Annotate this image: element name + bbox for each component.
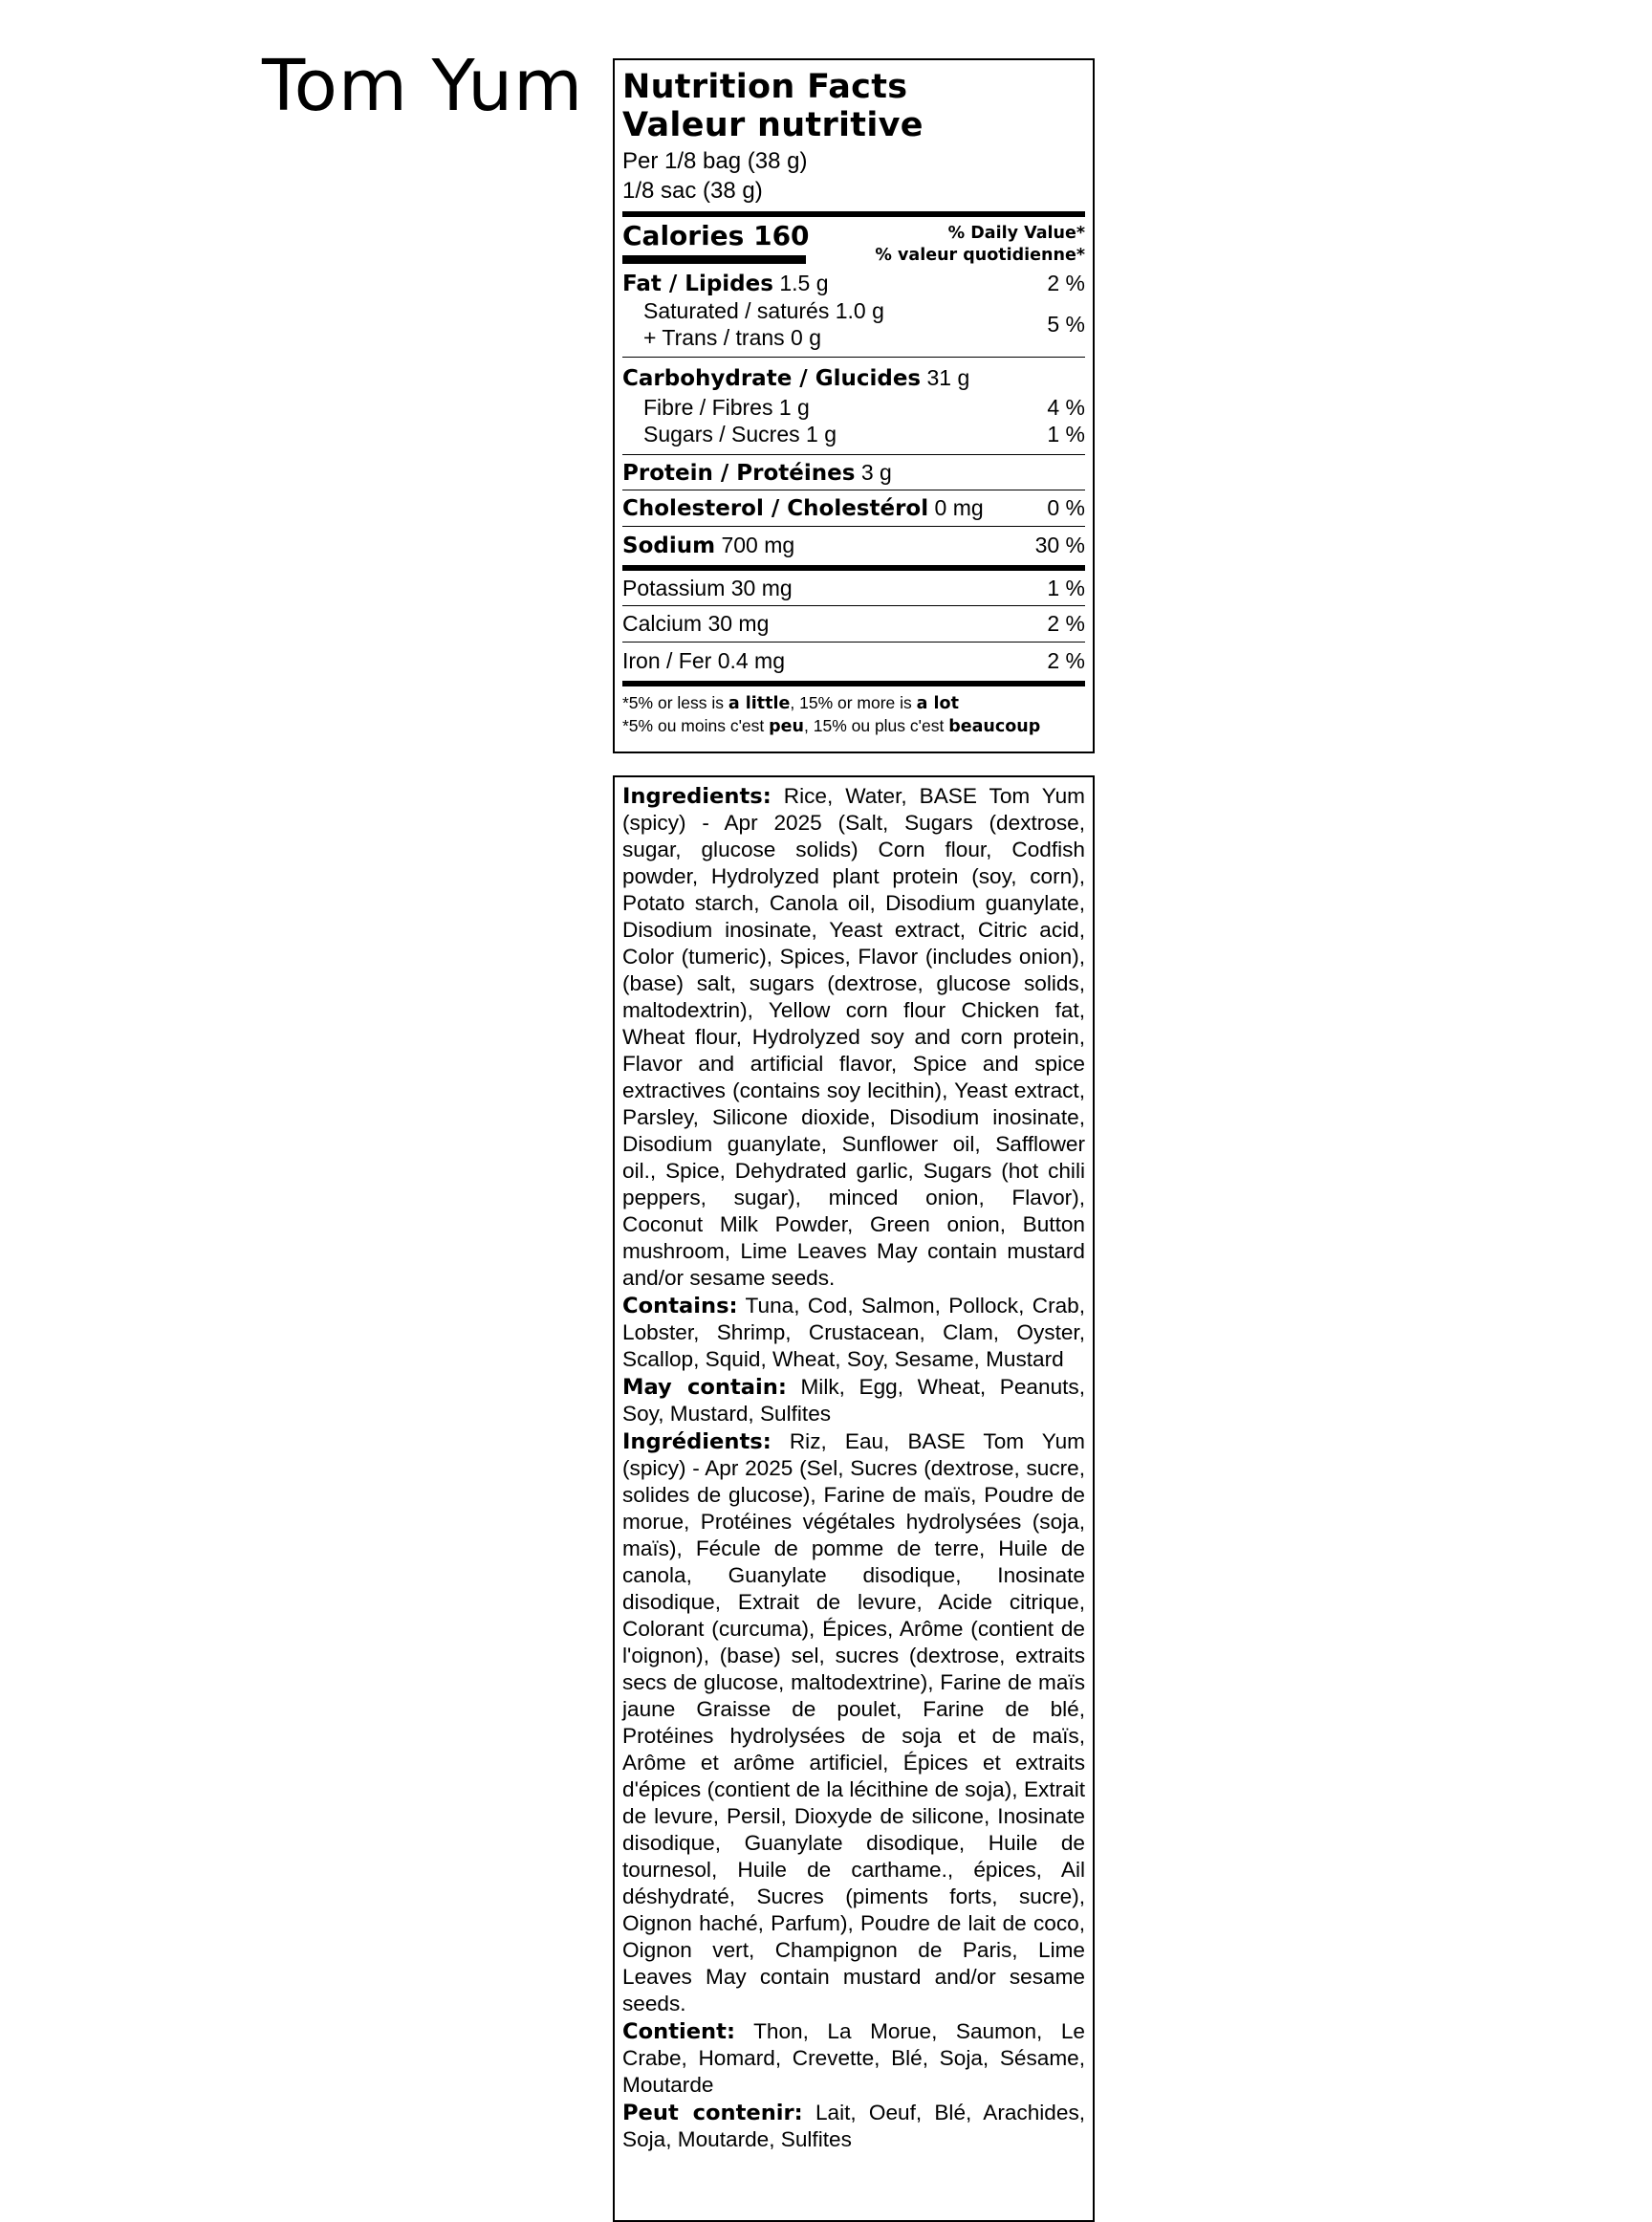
cholesterol-dv: 0 % bbox=[1047, 495, 1085, 520]
daily-value-heading-fr: % valeur quotidienne* bbox=[875, 246, 1085, 265]
fibre-dv: 4 % bbox=[1047, 394, 1085, 420]
calcium-label: Calcium 30 mg bbox=[622, 611, 770, 636]
may-contain-en: May contain: Milk, Egg, Wheat, Peanuts, Soy, Mustard, Sulfites bbox=[622, 1375, 1085, 1426]
may-contain-fr: Peut contenir: Lait, Oeuf, Blé, Arachides, Soja, Moutarde, Sulfites bbox=[622, 2101, 1086, 2151]
fibre-label: Fibre / Fibres 1 g bbox=[643, 394, 810, 420]
fat-label: Fat / Lipides bbox=[622, 271, 773, 296]
carbohydrate-label: Carbohydrate / Glucides bbox=[622, 365, 922, 391]
trans-row: + Trans / trans 0 g bbox=[643, 325, 822, 350]
iron-row bbox=[622, 643, 1085, 679]
daily-value-heading-en: % Daily Value* bbox=[947, 224, 1085, 243]
contains-en: Contains: Tuna, Cod, Salmon, Pollock, Crab, Lobster, Shrimp, Crustacean, Clam, Oyster, Scallop, Squid, Wheat, Soy, Sesame, Mustard bbox=[622, 1294, 1085, 1371]
sodium-amount: 700 mg bbox=[721, 532, 795, 557]
potassium-label: Potassium 30 mg bbox=[622, 575, 793, 600]
carbohydrate-row bbox=[622, 358, 1085, 394]
protein-row bbox=[622, 455, 1085, 490]
sat-trans-dv: 5 % bbox=[1047, 311, 1085, 337]
nutrition-facts-panel bbox=[613, 58, 1095, 753]
ingredients-panel bbox=[613, 775, 1095, 2222]
serving-size-en: Per 1/8 bag (38 g) bbox=[622, 148, 808, 174]
sugars-label: Sugars / Sucres 1 g bbox=[643, 421, 837, 447]
product-name: Tom Yum bbox=[262, 45, 584, 127]
cholesterol-amount: 0 mg bbox=[934, 495, 984, 520]
calories-underline bbox=[622, 255, 806, 264]
sugars-dv: 1 % bbox=[1047, 421, 1085, 447]
sodium-row bbox=[622, 527, 1085, 563]
calcium-row bbox=[622, 606, 1085, 642]
fibre-row bbox=[622, 394, 1085, 421]
footnote bbox=[622, 686, 1085, 738]
calories-label: Calories 160 bbox=[622, 220, 810, 251]
iron-dv: 2 % bbox=[1047, 647, 1085, 673]
nutrition-title-en: Nutrition Facts bbox=[622, 68, 908, 106]
potassium-row bbox=[622, 571, 1085, 605]
protein-amount: 3 g bbox=[860, 459, 892, 485]
sodium-dv: 30 % bbox=[1034, 532, 1085, 557]
contains-fr: Contient: Thon, La Morue, Saumon, Le Crabe, Homard, Crevette, Blé, Soja, Sésame, Moutarde bbox=[622, 2019, 1085, 2097]
footnote-en: *5% or less is a little, 15% or more is a lot bbox=[622, 693, 959, 713]
protein-label: Protein / Protéines bbox=[622, 460, 856, 486]
sat-trans-group bbox=[622, 297, 1085, 351]
ingredients-fr: Ingrédients: Riz, Eau, BASE Tom Yum (spicy) - Apr 2025 (Sel, Sucres (dextrose, sucre, solides de glucose), Farine de maïs, Poudre de morue, Protéines végétales hydrolysées (soja, maïs), Fécule de pomme de terre, Huile de canola, Guanylate disodique, Inosinate disodique, Extrait de levure, Acide citrique, Colorant (curcuma), Épices, Arôme (contient de l'oignon), (base) sel, sucres (dextrose, extraits secs de glucose, maltodextrine), Farine de maïs jaune Graisse de poulet, Farine de blé, Protéines hydrolysées de soja et de maïs, Arôme et arôme artificiel, Épices et extraits d'épices (contient de la lécithine de soja), Extrait de levure, Persil, Dioxyde de silicone, Inosinate disodique, Guanylate disodique, Huile de tournesol, Huile de carthame., épices, Ail déshydraté, Sucres (piments forts, sucre), Oignon haché, Parfum), Poudre de lait de coco, Oignon vert, Champignon de Paris, Lime Leaves May contain mustard and/or sesame seeds. bbox=[622, 1429, 1085, 2015]
ingredients-en: Ingredients: Rice, Water, BASE Tom Yum (spicy) - Apr 2025 (Salt, Sugars (dextrose, sugar, glucose solids) Corn flour, Codfish powder, Hydrolyzed plant protein (soy, corn), Potato starch, Canola oil, Disodium guanylate, Disodium inosinate, Yeast extract, Citric acid, Color (tumeric), Spices, Flavor (includes onion), (base) salt, sugars (dextrose, glucose solids, maltodextrin), Yellow corn flour Chicken fat, Wheat flour, Hydrolyzed soy and corn protein, Flavor and artificial flavor, Spice and spice extractives (contains soy lecithin), Yeast extract, Parsley, Silicone dioxide, Disodium inosinate, Disodium guanylate, Sunflower oil, Safflower oil., Spice, Dehydrated garlic, Sugars (hot chili peppers, sugar), minced onion, Flavor), Coconut Milk Powder, Green onion, Button mushroom, Lime Leaves May contain mustard and/or sesame seeds. bbox=[622, 784, 1086, 1290]
potassium-dv: 1 % bbox=[1047, 575, 1085, 600]
cholesterol-label: Cholesterol / Cholestérol bbox=[622, 496, 929, 521]
iron-label: Iron / Fer 0.4 mg bbox=[622, 647, 786, 673]
fat-dv: 2 % bbox=[1047, 270, 1085, 295]
saturated-row: Saturated / saturés 1.0 g bbox=[643, 298, 884, 323]
sugars-row bbox=[622, 421, 1085, 447]
calcium-dv: 2 % bbox=[1047, 611, 1085, 636]
cholesterol-row bbox=[622, 490, 1085, 526]
carbohydrate-amount: 31 g bbox=[926, 364, 970, 390]
serving-size-fr: 1/8 sac (38 g) bbox=[622, 178, 763, 204]
calories-row bbox=[622, 217, 1085, 267]
fat-row bbox=[622, 269, 1085, 297]
daily-value-heading bbox=[875, 219, 1085, 267]
footnote-fr: *5% ou moins c'est peu, 15% ou plus c'est beaucoup bbox=[622, 716, 1041, 736]
sodium-label: Sodium bbox=[622, 533, 716, 558]
nutrition-title-fr: Valeur nutritive bbox=[622, 106, 924, 144]
fat-amount: 1.5 g bbox=[779, 270, 829, 295]
